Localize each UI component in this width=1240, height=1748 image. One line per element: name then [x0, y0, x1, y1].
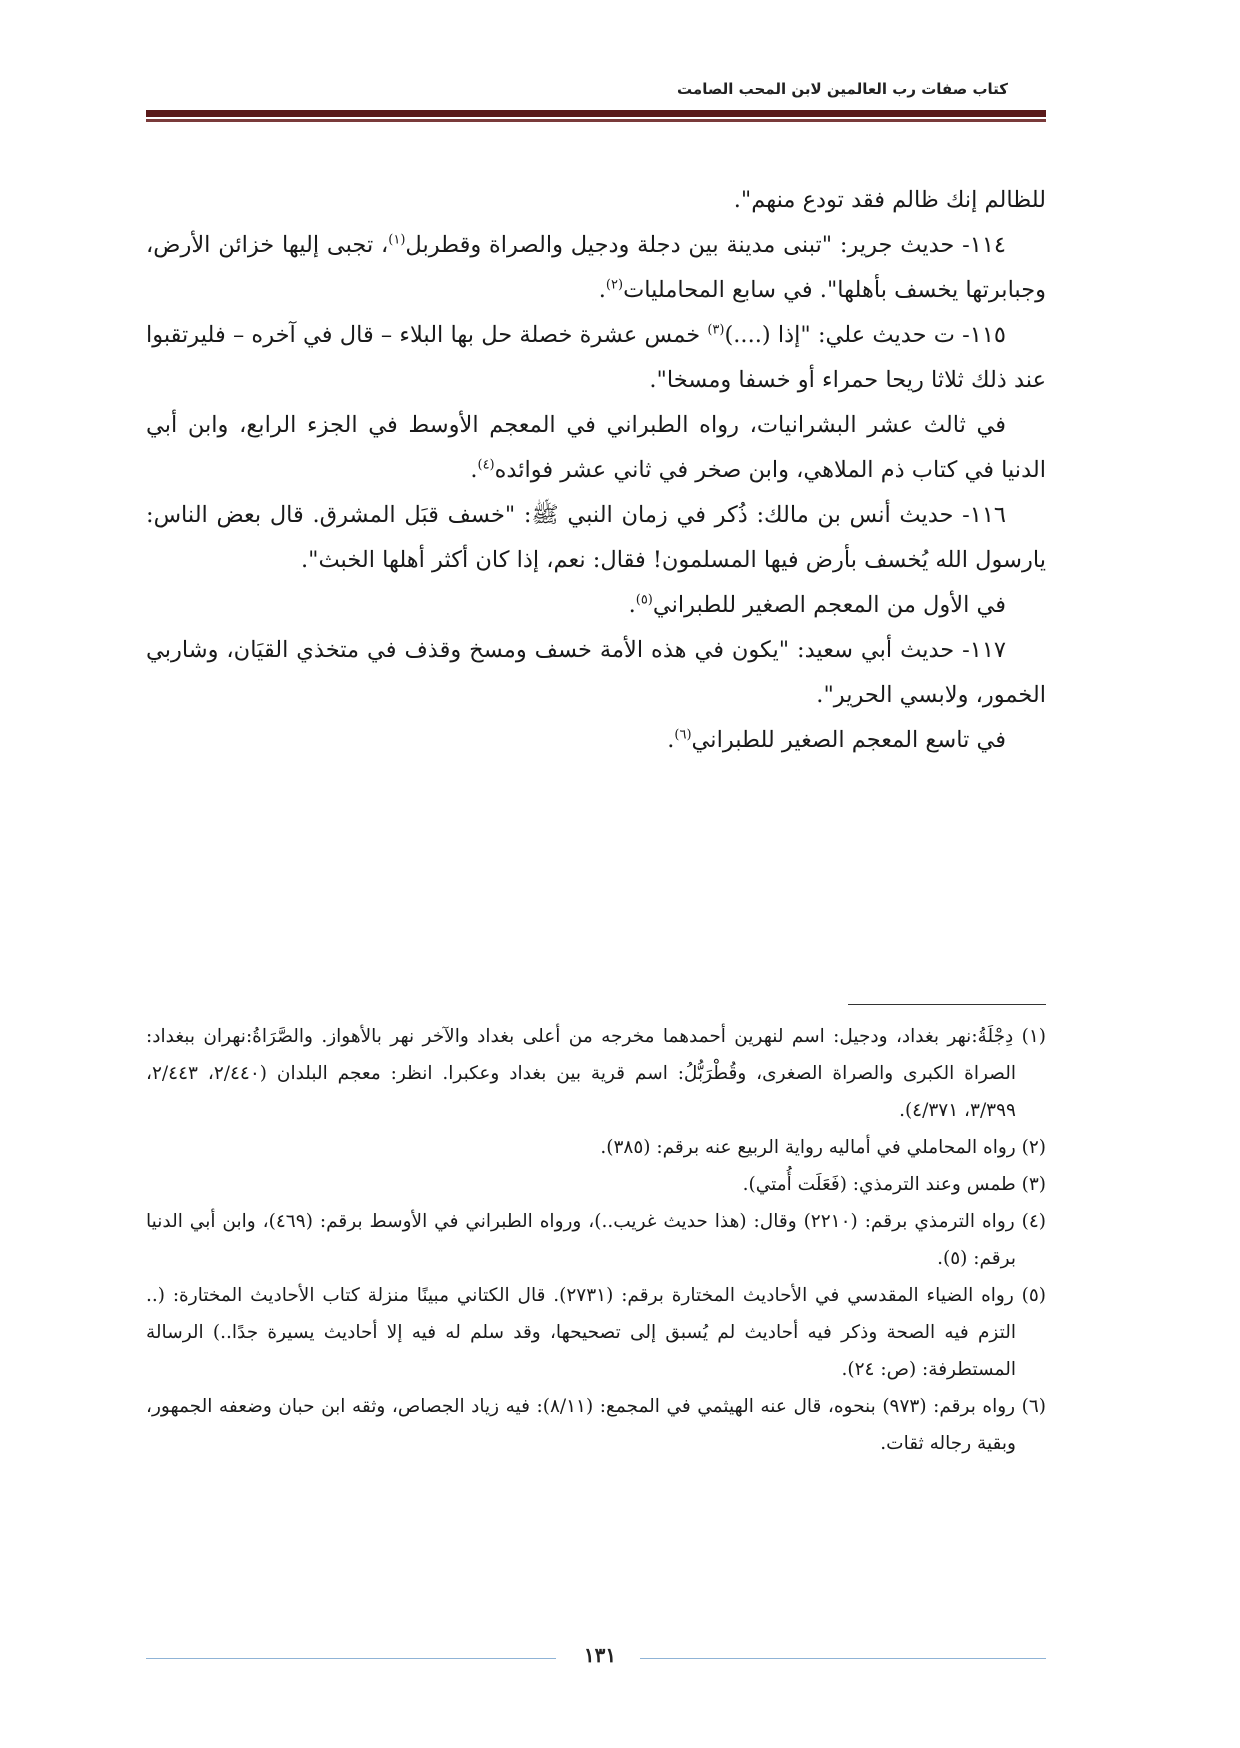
paragraph-text: ١١٤- حديث جرير: "تبنى مدينة بين دجلة ودجيل والصراة وقطربل	[405, 232, 1006, 258]
paragraph-text: للظالم إنك ظالم فقد تودع منهم".	[733, 187, 1046, 213]
header-rule-light	[146, 119, 1046, 122]
footnote-ref-5[interactable]: (٥)	[635, 592, 653, 608]
footnote-3: (٣) طمس وعند الترمذي: (فَعَلَت أُمتي).	[742, 1174, 1046, 1195]
hadith-116	[146, 493, 1046, 583]
page-header-title: كتاب صفات رب العالمين لابن المحب الصامت	[677, 80, 1008, 98]
source-note-116	[146, 583, 1046, 628]
footnote-ref-1[interactable]: (١)	[388, 232, 406, 248]
paragraph-text: .	[598, 277, 606, 303]
hadith-114	[146, 223, 1046, 313]
paragraph-text: ١١٦- حديث أنس بن مالك: ذُكر في زمان النبي ﷺ: "خسف قبَل المشرق. قال بعض الناس: يارسول الله يُخسف بأرض فيها المسلمون! فقال: نعم، إذا كان أكثر أهلها الخبث".	[146, 502, 1046, 573]
paragraph-text: .	[628, 592, 636, 618]
paragraph-text: .	[667, 727, 675, 753]
paragraph-continuation	[146, 178, 1046, 223]
paragraph-text: في ثالث عشر البشرانيات، رواه الطبراني في المعجم الأوسط في الجزء الرابع، وابن أبي الدنيا في كتاب ذم الملاهي، وابن صخر في ثاني عشر فوائده	[146, 412, 1046, 483]
footnote-1: (١) دِجْلَةُ:نهر بغداد، ودجيل: اسم لنهرين أحمدهما مخرجه من أعلى بغداد والآخر نهر بالأهواز. والصَّرَاةُ:نهران ببغداد: الصراة الكبرى والصراة الصغرى، وقُطْرَبُّلُ: اسم قرية بين بغداد وعكبرا. انظر: معجم البلدان (٢/٤٤٠، ٢/٤٤٣، ٣/٣٩٩، ٤/٣٧١).	[146, 1026, 1046, 1121]
main-body-text	[146, 178, 1046, 763]
footer-line-left	[146, 1658, 556, 1659]
footnotes-section	[146, 1018, 1046, 1462]
paragraph-text: خمس عشرة خصلة حل بها البلاء – قال في آخره – فليرتقبوا عند ذلك ثلاثا ريحا حمراء أو خسفا ومسخا".	[146, 322, 1046, 393]
source-note-115	[146, 403, 1046, 493]
header-rule-dark	[146, 110, 1046, 117]
footnote-separator	[848, 1004, 1046, 1005]
paragraph-text: .	[470, 457, 478, 483]
footnote-5: (٥) رواه الضياء المقدسي في الأحاديث المختارة برقم: (٢٧٣١). قال الكتاني مبينًا منزلة كتاب الأحاديث المختارة: (.. التزم فيه الصحة وذكر فيه أحاديث لم يُسبق إلى تصحيحها، وقد سلم له فيه إلا أحاديث يسيرة جدًا..) الرسالة المستطرفة: (ص: ٢٤).	[146, 1285, 1046, 1380]
footnote-ref-4[interactable]: (٤)	[477, 457, 495, 473]
footnote-ref-6[interactable]: (٦)	[674, 727, 692, 743]
footnote-ref-3[interactable]: (٣)	[707, 322, 725, 338]
paragraph-text: ١١٧- حديث أبي سعيد: "يكون في هذه الأمة خسف ومسخ وقذف في متخذي القيَان، وشاربي الخمور، ولابسي الحرير".	[146, 637, 1046, 708]
page-number: ١٣١	[583, 1643, 617, 1667]
footer-line-right	[640, 1658, 1046, 1659]
footnote-6: (٦) رواه برقم: (٩٧٣) بنحوه، قال عنه الهيثمي في المجمع: (٨/١١): فيه زياد الجصاص، وثقه ابن حبان وضعفه الجمهور، وبقية رجاله ثقات.	[146, 1396, 1046, 1454]
source-note-117	[146, 718, 1046, 763]
footnote-4: (٤) رواه الترمذي برقم: (٢٢١٠) وقال: (هذا حديث غريب..)، ورواه الطبراني في الأوسط برقم: (٤٦٩)، وابن أبي الدنيا برقم: (٥).	[146, 1211, 1046, 1269]
paragraph-text: ، تجبى إليها خزائن الأرض، وجبابرتها يخسف بأهلها". في سابع المحامليات	[146, 232, 1046, 303]
paragraph-text: ١١٥- ت حديث علي: "إذا (....)	[724, 322, 1006, 348]
footnote-2: (٢) رواه المحاملي في أماليه رواية الربيع عنه برقم: (٣٨٥).	[600, 1137, 1046, 1158]
paragraph-text: في الأول من المعجم الصغير للطبراني	[652, 592, 1006, 618]
hadith-117	[146, 628, 1046, 718]
footnote-ref-2[interactable]: (٢)	[605, 277, 624, 293]
hadith-115	[146, 313, 1046, 403]
paragraph-text: في تاسع المعجم الصغير للطبراني	[691, 727, 1006, 753]
